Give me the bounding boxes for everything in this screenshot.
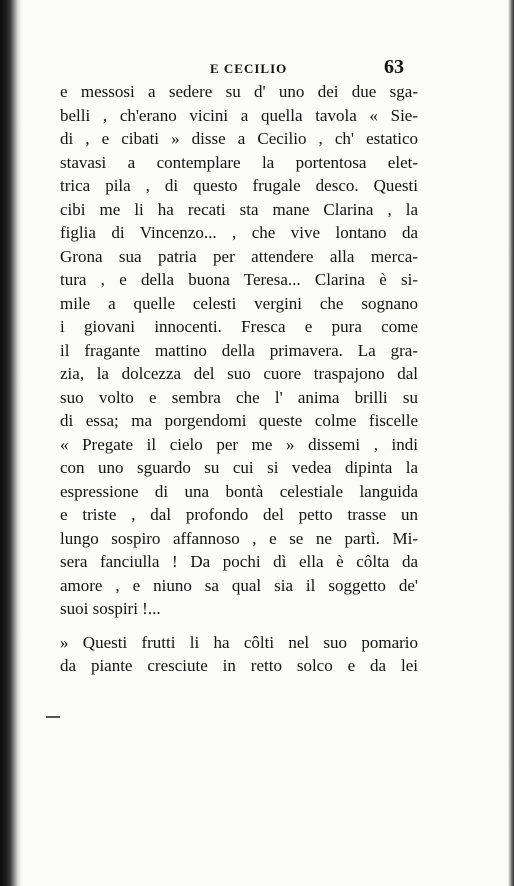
text-line: lungo sospiro affannoso , e se ne partì. Mi- [60,528,418,548]
text-line: » Questi frutti li ha côlti nel suo pomario [60,632,418,652]
text-line: di essa; ma porgendomi queste colme fiscelle [60,411,418,430]
text-line: suo volto e sembra che l' anima brilli su [60,387,418,407]
text-line: « Pregate il cielo per me » dissemi , indi [60,434,418,454]
text-line: zia, la dolcezza del suo cuore traspajono dal [60,364,418,383]
text-line: amore , e niuno sa qual sia il soggetto de' [60,575,418,595]
text-line: suoi sospiri !... [60,599,161,618]
body-text [60,80,418,678]
text-line: con uno sguardo su cui si vedea dipinta la [60,458,418,477]
text-line: di , e cibati » disse a Cecilio , ch' estatico [60,129,418,148]
running-head: E CECILIO [210,61,288,76]
page-number: 63 [384,56,404,78]
text-line: figlia di Vincenzo... , che vive lontano da [60,223,418,242]
text-line: il fragante mattino della primavera. La gra- [60,340,418,360]
text-line: espressione di una bontà celestiale languida [60,481,418,501]
stray-ink-mark [46,716,60,718]
binding-shadow [0,0,22,886]
page-edge-shadow [508,0,514,886]
text-line: da piante cresciute in retto solco e da lei [60,656,418,675]
text-line: sera fanciulla ! Da pochi dì ella è côlta da [60,552,418,571]
text-line: i giovani innocenti. Fresca e pura come [60,317,418,336]
text-line: cibi me li ha recati sta mane Clarina , la [60,199,418,219]
text-line: belli , ch'erano vicini a quella tavola « Sie- [60,105,418,125]
text-line: stavasi a contemplare la portentosa elet- [60,152,418,172]
text-line: mile a quelle celesti vergini che sognano [60,293,418,313]
text-line: Grona sua patria per attendere alla merca- [60,246,418,266]
text-line: trica pila , di questo frugale desco. Questi [60,176,418,195]
text-line: e triste , dal profondo del petto trasse un [60,505,418,524]
text-line: tura , e della buona Teresa... Clarina è si- [60,270,418,289]
text-line: e messosi a sedere su d' uno dei due sga- [60,82,418,101]
